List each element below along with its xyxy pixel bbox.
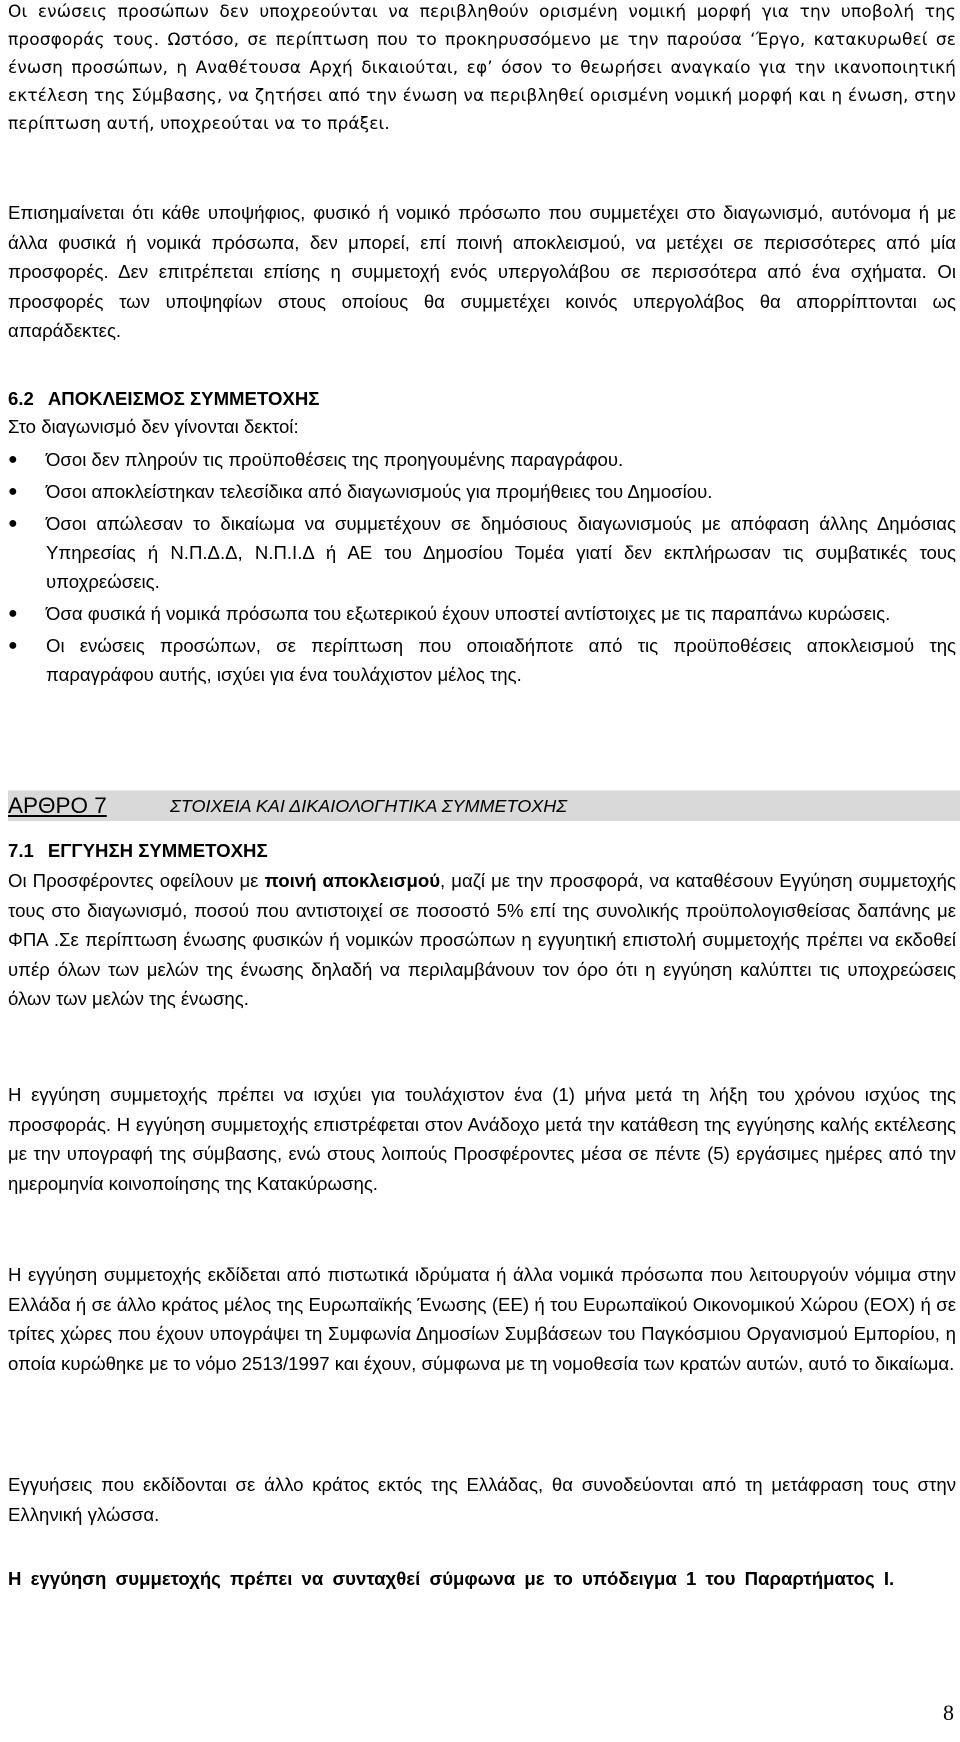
paragraph-guarantee-template: Η εγγύηση συμμετοχής πρέπει να συνταχθεί σύμφωνα με το υπόδειγμα 1 του Παραρτήματος Ι. xyxy=(8,1568,895,1589)
paragraph-guarantee-validity: Η εγγύηση συμμετοχής πρέπει να ισχύει για τουλάχιστον ένα (1) μήνα μετά τη λήξη του χρόνου ισχύος της προσφοράς. Η εγγύηση συμμετοχής επιστρέφεται στον Ανάδοχο μετά την κατάθεση της εγγύησης καλής εκτέλεσης με την υπογραφή της σύμβασης, ενώ στους λοιπούς Προσφέροντες μέσα σε πέντε (5) εργάσιμες ημέρες από την ημερομηνία κοινοποίησης της Κατακύρωσης. xyxy=(8,1084,956,1194)
bullet-icon: ● xyxy=(8,637,18,654)
paragraph-guarantee-issuers: Η εγγύηση συμμετοχής εκδίδεται από πιστωτικά ιδρύματα ή άλλα νομικά πρόσωπα που λειτουργούν νόμιμα στην Ελλάδα ή σε άλλο κράτος μέλος της Ευρωπαϊκής Ένωσης (ΕΕ) ή του Ευρωπαϊκού Οικονομικού Χώρου (ΕΟΧ) ή σε τρίτες χώρες που έχουν υπογράψει τη Συμφωνία Δημοσίων Συμβάσεων του Παγκόσμιου Οργανισμού Εμπορίου, η οποία κυρώθηκε με το νόμο 2513/1997 και έχουν, σύμφωνα με τη νομοθεσία των κρατών αυτών, αυτό το δικαίωμα. xyxy=(8,1264,956,1374)
paragraph-single-offer-rule: Επισημαίνεται ότι κάθε υποψήφιος, φυσικό ή νομικό πρόσωπο που συμμετέχει στο διαγωνισμό, αυτόνομα ή με άλλα φυσικά ή νομικά πρόσωπα, δεν μπορεί, επί ποινή αποκλεισμού, να μετέχει σε περισσότερες από μία προσφορές. Δεν επιτρέπεται επίσης η συμμετοχή ενός υπεργολάβου σε περισσότερα από ένα σχήματα. Οι προσφορές των υποψηφίων στους οποίους θα συμμετέχει κοινός υπεργολάβος θα απορρίπτονται ως απαράδεκτες. xyxy=(8,202,956,341)
paragraph-foreign-guarantees: Εγγυήσεις που εκδίδονται σε άλλο κράτος εκτός της Ελλάδας, θα συνοδεύονται από τη μετάφραση τους στην Ελληνική γλώσσα. xyxy=(8,1474,956,1525)
bold-exclusion-penalty: ποινή αποκλεισμού xyxy=(264,870,441,891)
bullet-icon: ● xyxy=(8,605,18,622)
paragraph-guarantee-requirement: Οι Προσφέροντες οφείλουν με ποινή αποκλεισμού, μαζί με την προσφορά, να καταθέσουν Εγγύηση συμμετοχής τους στο διαγωνισμό, ποσού που αντιστοιχεί σε ποσοστό 5% επί της συνολικής προϋπολογισθείσας δαπάνης με ΦΠΑ .Σε περίπτωση ένωσης φυσικών ή νομικών προσώπων η εγγυητική επιστολή συμμετοχής πρέπει να εκδοθεί υπέρ όλων των μελών της ένωσης δηλαδή να περιλαμβάνουν τον όρο ότι η εγγύηση καλύπτει τις υποχρεώσεις όλων των μελών της ένωσης. xyxy=(8,870,956,1009)
section-number: 6.2 xyxy=(8,388,34,409)
bullet-icon: ● xyxy=(8,483,18,500)
list-item: ● Όσοι αποκλείστηκαν τελεσίδικα από διαγωνισμούς για προμήθειες του Δημοσίου. xyxy=(8,477,956,506)
exclusion-list xyxy=(8,445,956,689)
section-title: ΑΠΟΚΛΕΙΣΜΟΣ ΣΥΜΜΕΤΟΧΗΣ xyxy=(47,388,320,409)
list-item: ● Οι ενώσεις προσώπων, σε περίπτωση που οποιαδήποτε από τις προϋποθέσεις αποκλεισμού της παραγράφου αυτής, ισχύει για ένα τουλάχιστον μέλος της. xyxy=(8,631,956,689)
bullet-icon: ● xyxy=(8,451,18,468)
article-heading-bar xyxy=(8,790,960,821)
paragraph-unions-legal-form: Οι ενώσεις προσώπων δεν υποχρεούνται να περιβληθούν ορισμένη νομική μορφή για την υποβολή της προσφοράς τους. Ωστόσο, σε περίπτωση που το προκηρυσσόμενο με την παρούσα ‘Έργο, κατακυρωθεί σε ένωση προσώπων, η Αναθέτουσα Αρχή δικαιούται, εφ’ όσον το θεωρήσει αναγκαίο για την ικανοποιητική εκτέλεση της Σύμβασης, να ζητήσει από την ένωση να περιβληθεί ορισμένη νομική μορφή και η ένωση, στην περίπτωση αυτή, υποχρεούται να το πράξει. xyxy=(8,2,956,134)
section-heading-6-2 xyxy=(8,386,319,412)
list-item: ● Όσοι δεν πληρούν τις προϋποθέσεις της προηγουμένης παραγράφου. xyxy=(8,445,956,474)
section-title: ΕΓΓΥΗΣΗ ΣΥΜΜΕΤΟΧΗΣ xyxy=(47,840,268,861)
exclusion-intro: Στο διαγωνισμό δεν γίνονται δεκτοί: xyxy=(8,416,299,437)
list-item: ● Όσα φυσικά ή νομικά πρόσωπα του εξωτερικού έχουν υποστεί αντίστοιχες με τις παραπάνω κυρώσεις. xyxy=(8,599,956,628)
list-item: ● Όσοι απώλεσαν το δικαίωμα να συμμετέχουν σε δημόσιους διαγωνισμούς με απόφαση άλλης Δημόσιας Υπηρεσίας ή Ν.Π.Δ.Δ, Ν.Π.Ι.Δ ή ΑΕ του Δημοσίου Τομέα γιατί δεν εκπλήρωσαν τις συμβατικές τους υποχρεώσεις. xyxy=(8,509,956,596)
article-label: ΑΡΘΡΟ 7 xyxy=(8,793,107,818)
bullet-icon: ● xyxy=(8,515,18,532)
article-title: ΣΤΟΙΧΕΙΑ ΚΑΙ ΔΙΚΑΙΟΛΟΓΗΤΙΚΑ ΣΥΜΜΕΤΟΧΗΣ xyxy=(170,796,567,816)
page-number: 8 xyxy=(943,1700,954,1725)
section-heading-7-1 xyxy=(8,838,268,864)
section-number: 7.1 xyxy=(8,840,34,861)
